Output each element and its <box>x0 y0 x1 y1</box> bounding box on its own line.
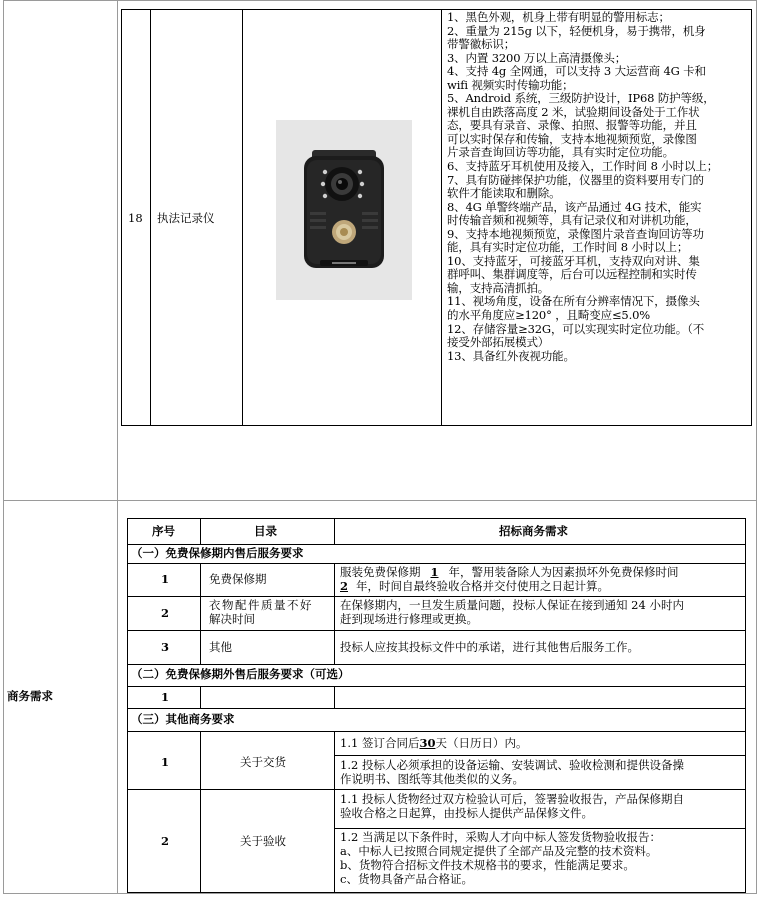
outer-bottom-border <box>3 893 757 894</box>
spec-line: 带警徽标识； <box>447 37 516 52</box>
spec-line: 8、4G 单警终端产品，该产品通过 4G 技术，能实 <box>447 199 702 214</box>
spec-line: 群呼叫、集群调度等，后台可以远程控制和实时传 <box>447 267 697 282</box>
biz-line-g2r1-bottom <box>127 708 745 709</box>
biz-line-g3r2-sub <box>334 828 745 829</box>
biz-header-item: 目录 <box>254 524 277 538</box>
spec-line: 7、具有防碰摔保护功能，仪器里的资料要用专门的 <box>447 172 704 187</box>
biz-g3r2-req1-line1: 1.1 投标人货物经过双方检验认可后，签署验收报告，产品保修期自 <box>340 792 684 806</box>
biz-col-2-g3 <box>334 731 335 893</box>
biz-col-1 <box>200 518 201 545</box>
biz-line-g3-title-bottom <box>127 731 745 732</box>
biz-group2-title: （二）免费保修期外售后服务要求（可选） <box>131 667 350 681</box>
biz-g3r1-req2-line1: 1.2 投标人必须承担的设备运输、安装调试、验收检测和提供设备操 <box>340 758 684 772</box>
biz-line-g3r1-sub <box>334 755 745 756</box>
spec-line: 2、重量为 215g 以下，轻便机身，易于携带，机身 <box>447 23 706 38</box>
biz-g1r3-req: 投标人应按其投标文件中的承诺，进行其他售后服务工作。 <box>340 640 639 654</box>
biz-g1r3-item: 其他 <box>209 640 232 654</box>
biz-g3r1-req2-line2: 作说明书、图纸等其他类似的义务。 <box>340 772 524 786</box>
biz-g3r2-req2-line4: c、货物具备产品合格证。 <box>340 872 473 886</box>
spec-line: 13、具备红外夜视功能。 <box>447 348 575 363</box>
product-col-border-1 <box>150 9 151 426</box>
biz-col-1-g3 <box>200 731 201 893</box>
biz-line-g1r3-bottom <box>127 664 745 665</box>
biz-g1r1-req-line1: 服装免费保修期 1 年，警用装备除人为因素损坏外免费保修时间 <box>340 565 679 579</box>
spec-line: 输，支持高清抓拍。 <box>447 280 550 295</box>
biz-col-2-g2 <box>334 686 335 709</box>
biz-g3r2-req1-line2: 验收合格之日起算，由投标人提供产品保修文件。 <box>340 806 593 820</box>
biz-bottom-border <box>127 892 745 893</box>
spec-line: 6、支持蓝牙耳机使用及接入，工作时间 8 小时以上； <box>447 159 719 174</box>
product-row-bottom-border <box>121 425 752 426</box>
biz-g3r2-req2-line1: 1.2 当满足以下条件时，采购人才向中标人签发货物验收报告： <box>340 830 661 844</box>
product-name: 执法记录仪 <box>157 211 215 225</box>
biz-header-requirement: 招标商务需求 <box>499 524 568 538</box>
biz-col-2 <box>334 518 335 545</box>
spec-line: 裸机自由跌落高度 2 米，试验期间设备处于工作状 <box>447 104 700 119</box>
biz-g3r2-index: 2 <box>161 834 170 848</box>
spec-line: 的水平角度应≥120° ，且畸变应≤5.0% <box>447 308 651 323</box>
spec-line: 接受外部拓展模式） <box>447 335 550 350</box>
biz-g3r2-item: 关于验收 <box>240 834 286 848</box>
biz-g3r1-index: 1 <box>161 755 170 769</box>
body-camera-photo <box>276 120 412 300</box>
biz-line-g1-title-bottom <box>127 563 745 564</box>
outer-top-border <box>3 0 757 1</box>
outer-left-border <box>3 0 4 893</box>
spec-line: wifi 视频实时传输功能； <box>447 77 574 92</box>
biz-line-header-bottom <box>127 544 745 545</box>
biz-g1r2-req-line1: 在保修期内，一旦发生质量问题，投标人保证在接到通知 24 小时内 <box>340 598 684 612</box>
spec-line: 1、黑色外观，机身上带有明显的警用标志； <box>447 10 670 24</box>
biz-g1r1-req-line2: 2 年，时间自最终验收合格并交付使用之日起计算。 <box>340 579 610 593</box>
biz-g3r1-req1: 1.1 签订合同后30天（日历日）内。 <box>340 736 528 750</box>
product-index: 18 <box>128 211 143 225</box>
spec-line: 片录音查询回访等功能，具有实时定位功能。 <box>447 145 674 160</box>
biz-col-1-g2 <box>200 686 201 709</box>
product-spec-list <box>447 11 751 363</box>
biz-group3-title: （三）其他商务要求 <box>131 712 235 726</box>
biz-g2r1-index: 1 <box>161 690 170 704</box>
biz-top-border <box>127 518 745 519</box>
biz-group1-title: （一）免费保修期内售后服务要求 <box>131 546 304 560</box>
biz-g1r2-item-line2: 解决时间 <box>209 612 255 626</box>
biz-g1r1-item: 免费保修期 <box>209 572 267 586</box>
outer-section-divider <box>3 500 757 501</box>
biz-line-g2-title-bottom <box>127 686 745 687</box>
biz-col-1-g1 <box>200 563 201 665</box>
spec-line: 4、支持 4g 全网通，可以支持 3 大运营商 4G 卡和 <box>447 64 706 79</box>
product-col-border-0 <box>121 9 122 426</box>
spec-line: 时传输音频和视频等，具有记录仪和对讲机功能， <box>447 213 697 228</box>
biz-line-g1r2-bottom <box>127 630 745 631</box>
product-col-border-2 <box>242 9 243 426</box>
outer-right-border <box>756 0 757 893</box>
section-label-business: 商务需求 <box>7 689 53 703</box>
biz-g1r3-index: 3 <box>161 640 170 654</box>
spec-line: 3、内置 3200 万以上高清摄像头； <box>447 50 627 65</box>
spec-line: 11、视场角度，设备在所有分辨率情况下，摄像头 <box>447 294 700 309</box>
spec-line: 能，具有实时定位功能，工作时间 8 小时以上； <box>447 240 689 255</box>
product-col-border-3 <box>441 9 442 426</box>
biz-col-2-g1 <box>334 563 335 665</box>
biz-g3r2-req2-line3: b、货物符合招标文件技术规格书的要求，性能满足要求。 <box>340 858 635 872</box>
biz-line-g3r1-bottom <box>127 789 745 790</box>
biz-g1r2-item-line1: 衣物配件质量不好 <box>209 598 313 612</box>
spec-line: 12、存储容量≥32G，可以实现实时定位功能。（不 <box>447 321 705 336</box>
spec-line: 10、支持蓝牙，可接蓝牙耳机，支持双向对讲、集 <box>447 253 700 268</box>
spec-line: 可以实时保存和传输，支持本地视频预览，录像图 <box>447 131 697 146</box>
biz-g3r1-item: 关于交货 <box>240 755 286 769</box>
biz-col-right <box>745 518 746 893</box>
biz-g1r2-index: 2 <box>161 606 170 620</box>
biz-line-g1r1-bottom <box>127 596 745 597</box>
spec-line: 软件才能读取和删除。 <box>447 186 561 201</box>
biz-g3r2-req2-line2: a、中标人已按照合同规定提供了全部产品及完整的技术资料。 <box>340 844 658 858</box>
product-col-border-4 <box>751 9 752 426</box>
spec-line: 5、Android 系统，三级防护设计，IP68 防护等级， <box>447 91 715 106</box>
outer-divider-border <box>117 0 118 893</box>
biz-header-index: 序号 <box>152 524 175 538</box>
spec-line: 态，要具有录音、录像、拍照、报警等功能，并且 <box>447 118 697 133</box>
biz-g1r1-index: 1 <box>161 572 170 586</box>
biz-g1r2-req-line2: 赶到现场进行修理或更换。 <box>340 612 478 626</box>
spec-line: 9、支持本地视频预览，录像图片录音查询回访等功 <box>447 226 704 241</box>
biz-col-left <box>127 518 128 893</box>
